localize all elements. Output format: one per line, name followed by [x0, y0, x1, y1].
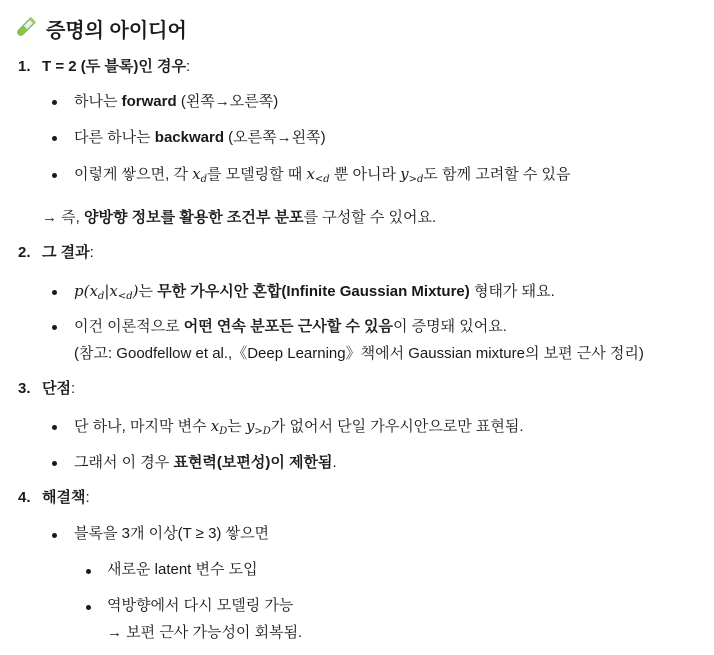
section-heading: T = 2 (두 블록)인 경우: [42, 58, 191, 75]
list-item: 하나는 forward (왼쪽→오른쪽) [74, 93, 279, 110]
bullet [52, 325, 57, 330]
sub-bullet [86, 569, 91, 574]
list-item: 이건 이론적으로 어떤 연속 분포든 근사할 수 있음이 증명돼 있어요. [74, 318, 507, 335]
list-item-reference: (참고: Goodfellow et al.,《Deep Learning》책에서 Gaussian mixture의 보편 근사 정리) [74, 345, 644, 362]
section-note: → 즉, 양방향 정보를 활용한 조건부 분포를 구성할 수 있어요. [42, 209, 437, 226]
page-title-text: 증명의 아이디어 [46, 19, 187, 42]
list-item: 그래서 이 경우 표현력(보편성)이 제한됨. [74, 454, 337, 471]
sub-bullet [86, 605, 91, 610]
section-number: 2. [18, 244, 31, 261]
sub-list-item: 역방향에서 다시 모델링 가능 [107, 597, 294, 614]
bullet [52, 425, 57, 430]
page-title [12, 12, 187, 44]
list-item: 이렇게 쌓으면, 각 $x_d$를 모델링할 때 $x_{<d}$ 뿐 아니라 $y_{>d}$도 함께 고려할 수 있음 [74, 165, 571, 185]
bullet [52, 173, 57, 178]
sub-list-item: 새로운 latent 변수 도입 [107, 561, 258, 578]
bullet [52, 461, 57, 466]
section-number: 4. [18, 489, 31, 506]
list-item: 다른 하나는 backward (오른쪽→왼쪽) [74, 129, 326, 146]
section-number: 1. [18, 58, 31, 75]
bullet [52, 290, 57, 295]
bullet [52, 136, 57, 141]
sub-list-item-continuation: → 보편 근사 가능성이 회복됨. [107, 624, 303, 641]
test-tube-icon [12, 15, 38, 41]
section-heading: 그 결과: [42, 244, 94, 261]
list-item: 단 하나, 마지막 변수 $x_D$는 $y_{>D}$가 없어서 단일 가우시안으로만 표현됨. [74, 417, 524, 437]
bullet [52, 100, 57, 105]
section-heading: 해결책: [42, 489, 90, 506]
list-item: 블록을 3개 이상(T ≥ 3) 쌓으면 [74, 525, 270, 542]
section-number: 3. [18, 380, 31, 397]
bullet [52, 533, 57, 538]
list-item: $p(x_d|x_{<d})$는 무한 가우시안 혼합(Infinite Gaussian Mixture) 형태가 돼요. [74, 282, 555, 302]
section-heading: 단점: [42, 380, 76, 397]
